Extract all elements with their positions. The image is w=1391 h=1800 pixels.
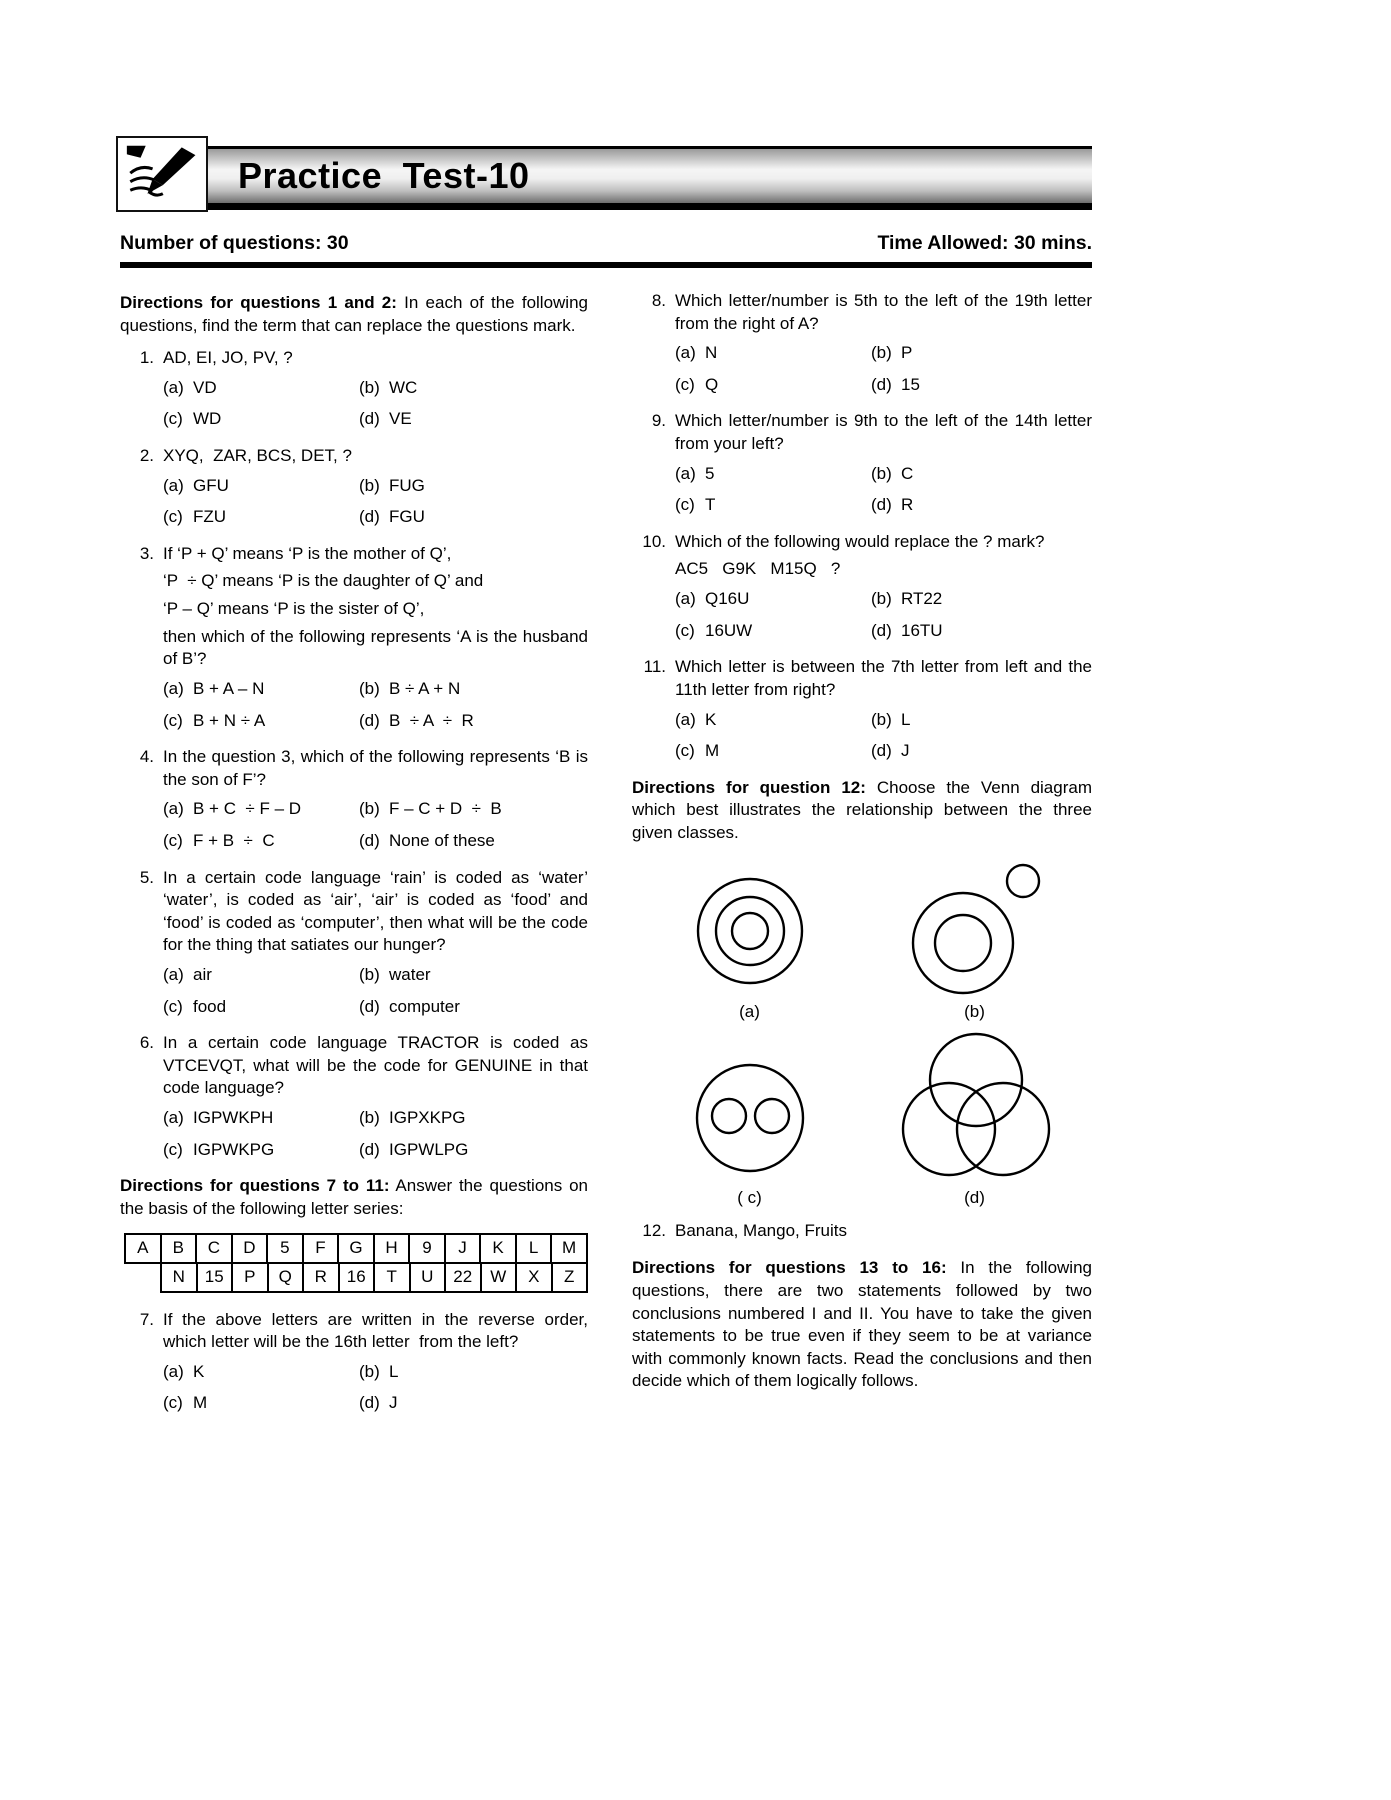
question-line: If ‘P + Q’ means ‘P is the mother of Q’, — [163, 543, 452, 563]
question-body — [163, 543, 593, 736]
table-cell: T — [373, 1262, 411, 1293]
question — [632, 531, 1092, 646]
option — [359, 1139, 588, 1162]
title-banner — [120, 146, 1092, 210]
question-body — [163, 347, 588, 435]
question-number: 8. — [651, 291, 666, 310]
option — [359, 964, 588, 987]
question — [632, 1220, 1092, 1248]
option — [359, 506, 588, 529]
option — [163, 475, 359, 498]
question-body — [675, 531, 1092, 646]
directions-text: Answer the questions on the basis of the following letter series: — [120, 1176, 588, 1218]
option — [871, 620, 1092, 643]
question-number: 12. — [642, 1220, 666, 1240]
table-cell: G — [337, 1233, 375, 1264]
option — [163, 996, 359, 1019]
options — [675, 342, 1092, 396]
option-letter: (b) — [871, 343, 892, 363]
option-letter: (d) — [359, 1393, 380, 1413]
question-body — [163, 1032, 593, 1165]
option-letter: (c) — [163, 1139, 183, 1159]
page — [120, 146, 1097, 1429]
table-cell: 16 — [338, 1262, 376, 1293]
venn-diagram-concentric3 — [684, 867, 816, 995]
directions-text: In each of the following questions, find the term that can replace the questions mark. — [120, 293, 588, 335]
option-letter: (c) — [163, 830, 183, 850]
option — [163, 506, 359, 529]
option-text: M — [705, 741, 720, 761]
table-cell: F — [302, 1233, 340, 1264]
option — [163, 798, 359, 821]
table-cell: X — [515, 1262, 553, 1293]
question — [632, 290, 1097, 400]
option-letter: (a) — [163, 965, 184, 985]
option-text: Q — [705, 374, 719, 394]
option-text: RT22 — [901, 589, 943, 609]
table-cell: 9 — [408, 1233, 446, 1264]
question-number: 3. — [139, 543, 154, 563]
venn-item — [862, 859, 1087, 1024]
option-text: IGPWKPH — [193, 1108, 274, 1128]
directions — [120, 1175, 588, 1220]
option-letter: (d) — [359, 830, 380, 850]
option-letter: (c) — [163, 409, 183, 429]
venn-label: (d) — [964, 1188, 985, 1208]
option-letter: (b) — [871, 709, 892, 729]
option — [359, 710, 588, 733]
option-text: L — [901, 709, 911, 729]
option-letter: (c) — [675, 374, 695, 394]
option-text: C — [901, 463, 914, 483]
question-line: Which letter/number is 9th to the left of the 14th letter from your left? — [675, 411, 1097, 454]
options — [675, 588, 1092, 642]
option-letter: (a) — [163, 475, 184, 495]
question-body — [163, 746, 593, 856]
option — [871, 342, 1092, 365]
table-cell: A — [124, 1233, 162, 1264]
options — [675, 463, 1092, 517]
question-number: 10. — [642, 531, 666, 551]
option-text: B ÷ A ÷ R — [389, 710, 474, 730]
option — [871, 463, 1092, 486]
question-line: Which letter/number is 5th to the left of the 19th letter from the right of A? — [675, 291, 1097, 333]
option — [359, 1361, 588, 1384]
question-line: AC5 G9K M15Q ? — [675, 559, 841, 579]
options — [163, 964, 588, 1018]
option — [163, 710, 359, 733]
option — [163, 1107, 359, 1130]
meta-row — [120, 232, 1092, 268]
option-letter: (d) — [871, 374, 892, 394]
option-letter: (c) — [163, 507, 183, 527]
option-text: GFU — [193, 475, 229, 495]
option-letter: (c) — [675, 620, 695, 640]
option-letter: (a) — [163, 1108, 184, 1128]
option-text: F + B ÷ C — [193, 830, 275, 850]
question-number: 7. — [139, 1309, 154, 1329]
table-cell: W — [480, 1262, 518, 1293]
option-text: P — [901, 343, 913, 363]
option-text: B + C ÷ F – D — [193, 799, 302, 819]
option-text: FGU — [389, 507, 425, 527]
options — [675, 709, 1092, 763]
option — [359, 996, 588, 1019]
option-text: VD — [193, 377, 217, 397]
option — [359, 475, 588, 498]
question-line: In a certain code language TRACTOR is coded as VTCEVQT, what will be the code for GENUINE in that code language? — [163, 1033, 593, 1098]
option-letter: (d) — [871, 620, 892, 640]
options — [163, 475, 588, 529]
option-letter: (b) — [359, 799, 380, 819]
option — [359, 798, 588, 821]
table-cell: 5 — [266, 1233, 304, 1264]
question-number: 5. — [139, 867, 154, 887]
question-line: Banana, Mango, Fruits — [675, 1220, 847, 1240]
question-body — [675, 1220, 1092, 1248]
table-cell: Z — [551, 1262, 589, 1293]
option-text: B + A – N — [193, 678, 265, 698]
option-text: R — [901, 495, 914, 515]
option — [675, 588, 871, 611]
option — [675, 463, 871, 486]
question-number: 6. — [139, 1033, 154, 1053]
table-cell: H — [373, 1233, 411, 1264]
options — [163, 377, 588, 431]
column-left — [120, 288, 593, 1429]
option-text: J — [901, 741, 910, 761]
option-text: WC — [389, 377, 418, 397]
table-cell: U — [409, 1262, 447, 1293]
option — [675, 620, 871, 643]
option-text: L — [389, 1361, 399, 1381]
option-text: FZU — [193, 507, 227, 527]
option — [163, 964, 359, 987]
question — [120, 867, 593, 1023]
directions — [632, 1257, 1092, 1393]
option-letter: (c) — [675, 495, 695, 515]
option — [163, 678, 359, 701]
question-number: 2. — [139, 446, 154, 466]
question — [120, 445, 588, 533]
option — [359, 1392, 588, 1415]
option-letter: (b) — [871, 589, 892, 609]
question — [120, 347, 588, 435]
option-text: IGPXKPG — [389, 1108, 466, 1128]
directions — [120, 292, 588, 337]
venn-diagram-three_overlap — [886, 1029, 1064, 1181]
option-text: K — [705, 709, 717, 729]
page-title: Practice Test-10 — [238, 155, 530, 196]
writing-hand-icon — [116, 136, 208, 212]
table-row — [124, 1233, 588, 1264]
option — [359, 678, 588, 701]
question-number: 4. — [139, 747, 154, 767]
directions-heading: Directions for question 12: — [632, 777, 866, 797]
table-cell: R — [302, 1262, 340, 1293]
question-body — [675, 290, 1097, 400]
option-text: B + N ÷ A — [193, 710, 266, 730]
option-letter: (d) — [871, 741, 892, 761]
option-letter: (b) — [359, 965, 380, 985]
option-text: water — [389, 965, 431, 985]
table-cell: L — [515, 1233, 553, 1264]
option-text: B ÷ A + N — [389, 678, 461, 698]
option-letter: (b) — [871, 463, 892, 483]
option — [163, 1392, 359, 1415]
question-body — [163, 445, 588, 533]
option-letter: (d) — [359, 996, 380, 1016]
table-cell: P — [231, 1262, 269, 1293]
option-text: IGPWLPG — [389, 1139, 469, 1159]
table-cell: N — [160, 1262, 198, 1293]
question-number: 1. — [139, 348, 154, 368]
option-letter: (a) — [163, 799, 184, 819]
option-letter: (d) — [871, 495, 892, 515]
option-letter: (a) — [675, 343, 696, 363]
option-letter: (c) — [675, 741, 695, 761]
directions-text: Choose the Venn diagram which best illustrates the relationship between the three given classes. — [632, 777, 1092, 842]
options — [163, 1107, 588, 1161]
venn-item — [862, 1029, 1087, 1210]
question — [632, 410, 1097, 520]
directions-heading: Directions for questions 7 to 11: — [120, 1176, 390, 1196]
option-text: 5 — [705, 463, 715, 483]
question — [632, 656, 1097, 766]
question-body — [163, 1309, 593, 1419]
option-text: T — [705, 495, 716, 515]
venn-item — [637, 867, 862, 1024]
table-cell: C — [195, 1233, 233, 1264]
table-cell: Q — [267, 1262, 305, 1293]
option-letter: (b) — [359, 377, 380, 397]
table-cell: K — [479, 1233, 517, 1264]
venn-diagram-concentric2_outlier — [899, 859, 1051, 995]
option — [675, 740, 871, 763]
venn-item — [637, 1057, 862, 1210]
question — [120, 1309, 593, 1419]
directions-heading: Directions for questions 1 and 2: — [120, 293, 397, 312]
venn-diagram-two_inside — [684, 1057, 816, 1181]
option — [675, 494, 871, 517]
option-text: J — [389, 1393, 398, 1413]
option-letter: (c) — [163, 710, 183, 730]
option-letter: (d) — [359, 710, 380, 730]
option — [359, 408, 588, 431]
question-line: then which of the following represents ‘A is the husband of B’? — [163, 626, 593, 669]
table-cell: 22 — [444, 1262, 482, 1293]
option-text: WD — [193, 409, 222, 429]
content-columns — [120, 288, 1097, 1429]
table-cell: M — [550, 1233, 588, 1264]
option-letter: (d) — [359, 1139, 380, 1159]
option-text: air — [193, 965, 212, 985]
option-letter: (a) — [675, 709, 696, 729]
question-body — [675, 410, 1097, 520]
venn-label: ( c) — [737, 1188, 762, 1208]
time-allowed: Time Allowed: 30 mins. — [877, 232, 1092, 254]
option-text: N — [705, 343, 718, 363]
question-line: In a certain code language ‘rain’ is coded as ‘water’ ‘water’, is coded as ‘air’, ‘air’ is coded as ‘food’ and ‘food’ is coded as ‘computer’, then what will be the code for the thing that satiates our hunger? — [163, 867, 593, 955]
question-body — [675, 656, 1097, 766]
question-number: 9. — [651, 411, 666, 431]
question-count: Number of questions: 30 — [120, 232, 349, 254]
option — [359, 830, 588, 853]
question-line: In the question 3, which of the following represents ‘B is the son of F’? — [163, 747, 593, 789]
venn-label: (b) — [964, 1001, 985, 1021]
option-letter: (a) — [675, 589, 696, 609]
option — [163, 1361, 359, 1384]
option-text: 16UW — [705, 620, 753, 640]
options — [163, 1361, 588, 1415]
option — [675, 709, 871, 732]
option — [871, 374, 1092, 397]
venn-grid — [632, 859, 1092, 1210]
option — [163, 408, 359, 431]
question-number: 11. — [643, 657, 666, 677]
option — [871, 709, 1092, 732]
option-letter: (b) — [359, 678, 380, 698]
letter-series-table — [124, 1233, 588, 1293]
table-row — [160, 1262, 588, 1293]
table-cell: J — [444, 1233, 482, 1264]
question-line: XYQ, ZAR, BCS, DET, ? — [163, 446, 352, 466]
table-cell: B — [160, 1233, 198, 1264]
venn-label: (a) — [739, 1001, 760, 1021]
question-line: ‘P ÷ Q’ means ‘P is the daughter of Q’ and — [163, 571, 484, 591]
question-line: If the above letters are written in the reverse order, which letter will be the 16th letter from the left? — [163, 1309, 593, 1352]
option — [163, 377, 359, 400]
column-right — [632, 288, 1097, 1429]
option-letter: (b) — [359, 1108, 380, 1128]
option — [871, 588, 1092, 611]
option — [359, 1107, 588, 1130]
option-text: computer — [389, 996, 460, 1016]
option — [675, 374, 871, 397]
question-line: Which letter is between the 7th letter from left and the 11th letter from right? — [675, 657, 1097, 699]
table-cell: 15 — [196, 1262, 234, 1293]
option-text: 16TU — [901, 620, 943, 640]
question — [120, 1032, 593, 1165]
option-text: None of these — [389, 830, 495, 850]
option-letter: (a) — [675, 463, 696, 483]
option-letter: (b) — [359, 475, 380, 495]
option-text: Q16U — [705, 589, 750, 609]
option — [871, 740, 1092, 763]
directions-heading: Directions for questions 13 to 16: — [632, 1258, 947, 1278]
directions-text: In the following questions, there are two statements followed by two conclusions numbered I and II. You have to take the given statements to be true even if they seem to be at variance with commonly known facts. Read the conclusions and then decide which of them logically follows. — [632, 1258, 1092, 1391]
option-letter: (a) — [163, 1361, 184, 1381]
question — [120, 746, 593, 856]
option-letter: (a) — [163, 678, 184, 698]
option-letter: (d) — [359, 409, 380, 429]
option — [675, 342, 871, 365]
question — [120, 543, 593, 736]
option — [871, 494, 1092, 517]
question-line: ‘P – Q’ means ‘P is the sister of Q’, — [163, 599, 425, 619]
option — [163, 830, 359, 853]
option-letter: (b) — [359, 1361, 380, 1381]
directions — [632, 777, 1092, 845]
question-line: AD, EI, JO, PV, ? — [163, 348, 293, 368]
option-text: food — [193, 996, 227, 1016]
option-text: F – C + D ÷ B — [389, 799, 502, 819]
options — [163, 798, 588, 852]
question-line: Which of the following would replace the ? mark? — [675, 531, 1045, 551]
option-text: VE — [389, 409, 412, 429]
option-text: IGPWKPG — [193, 1139, 275, 1159]
option-letter: (c) — [163, 996, 183, 1016]
option-text: M — [193, 1393, 208, 1413]
table-cell: D — [231, 1233, 269, 1264]
option-letter: (c) — [163, 1393, 183, 1413]
options — [163, 678, 588, 732]
option-letter: (d) — [359, 507, 380, 527]
option-text: K — [193, 1361, 205, 1381]
question-body — [163, 867, 593, 1023]
option-letter: (a) — [163, 377, 184, 397]
option-text: FUG — [389, 475, 425, 495]
option — [359, 377, 588, 400]
option — [163, 1139, 359, 1162]
option-text: 15 — [901, 374, 920, 394]
